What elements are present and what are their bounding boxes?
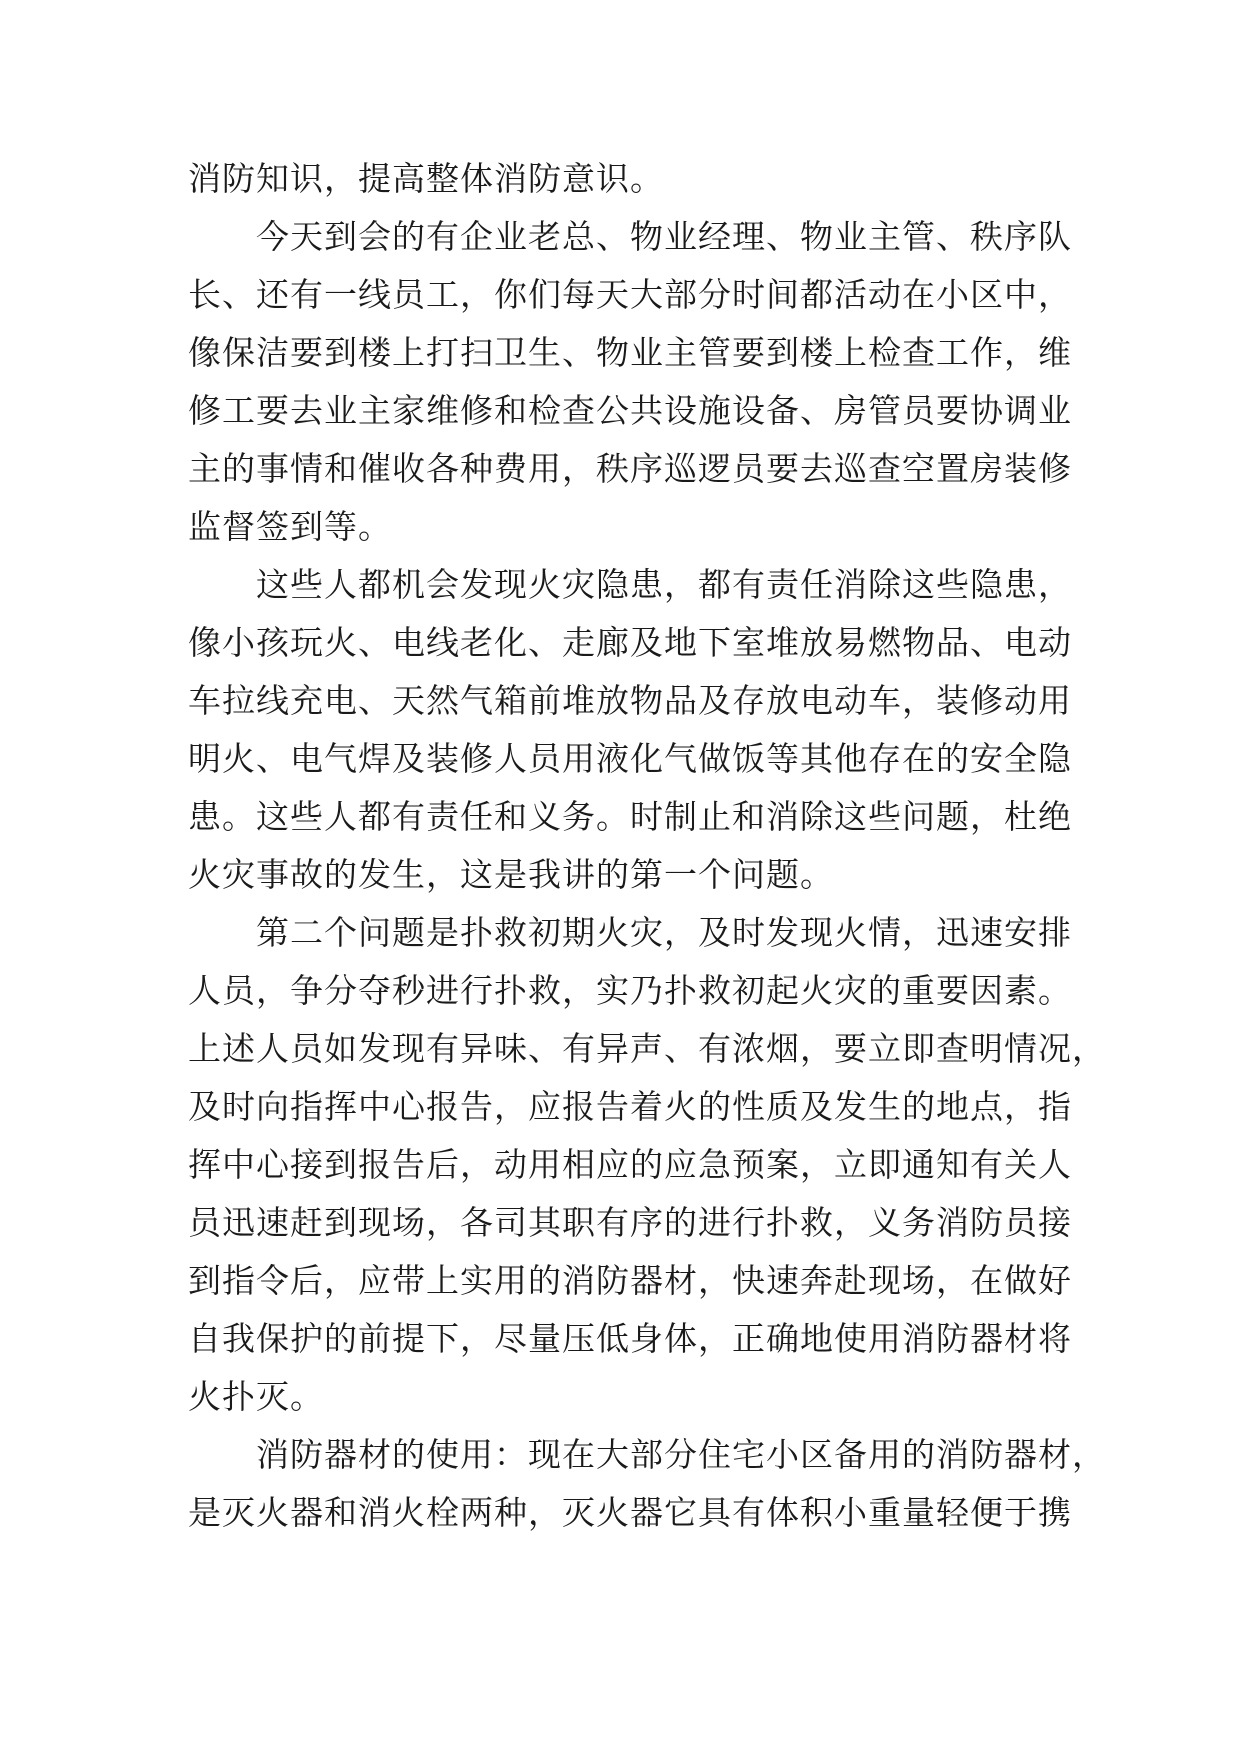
paragraph [188,150,1068,208]
paragraph [188,904,1106,1426]
text-line: 修 工 要 去 业 主 家 维 修 和 检 查 公 共 设 施 设 备 、 房 管 员 要 协 调 业 [188,391,1072,430]
text-line: 车 拉 线 充 电 、 天 然 气 箱 前 堆 放 物 品 及 存 放 电 动 车 ， 装 修 动 用 [188,681,1072,720]
text-line: 是灭火器和消火栓两种，灭火器它具有体积小重量轻便于携 [188,1493,1072,1532]
text-line: 火灾事故的发生，这是我讲的第一个问题。 [188,855,834,894]
text-line: 第 二 个 问 题 是 扑 救 初 期 火 灾 ， 及 时 发 现 火 情 ， 迅 速 安 排 [256,913,1072,952]
text-line: 消 防 器 材 的 使 用 ： 现 在 大 部 分 住 宅 小 区 备 用 的 消 防 器 材 ， [256,1435,1106,1474]
text-line: 上 述 人 员 如 发 现 有 异 味 、 有 异 声 、 有 浓 烟 ， 要 立 即 查 明 情 况 ， [188,1029,1106,1068]
text-line: 明 火 、 电 气 焊 及 装 修 人 员 用 液 化 气 做 饭 等 其 他 存 在 的 安 全 隐 [188,739,1072,778]
text-line: 及 时 向 指 挥 中 心 报 告 ， 应 报 告 着 火 的 性 质 及 发 生 的 地 点 ， 指 [188,1087,1072,1126]
text-line: 消防知识，提高整体消防意识。 [188,159,664,198]
text-line: 人 员 ， 争 分 夺 秒 进 行 扑 救 ， 实 乃 扑 救 初 起 火 灾 的 重 要 因 素 。 [188,971,1072,1010]
text-line: 患 。 这 些 人 都 有 责 任 和 义 务 。 时 制 止 和 消 除 这 些 问 题 ， 杜 绝 [188,797,1072,836]
text-line: 员 迅 速 赶 到 现 场 ， 各 司 其 职 有 序 的 进 行 扑 救 ， 义 务 消 防 员 接 [188,1203,1072,1242]
paragraph [188,208,1072,556]
document-body [188,150,1106,1542]
text-line: 监督签到等。 [188,507,392,546]
text-line: 火扑灭。 [188,1377,324,1416]
text-line: 像 保 洁 要 到 楼 上 打 扫 卫 生 、 物 业 主 管 要 到 楼 上 检 查 工 作 ， 维 [188,333,1072,372]
text-line: 像 小 孩 玩 火 、 电 线 老 化 、 走 廊 及 地 下 室 堆 放 易 燃 物 品 、 电 动 [188,623,1072,662]
text-line: 今 天 到 会 的 有 企 业 老 总 、 物 业 经 理 、 物 业 主 管 、 秩 序 队 [256,217,1072,256]
paragraph [188,1426,1106,1542]
text-line: 长 、 还 有 一 线 员 工 ， 你 们 每 天 大 部 分 时 间 都 活 动 在 小 区 中 ， [188,275,1072,314]
text-line: 主 的 事 情 和 催 收 各 种 费 用 ， 秩 序 巡 逻 员 要 去 巡 查 空 置 房 装 修 [188,449,1072,488]
text-line: 到 指 令 后 ， 应 带 上 实 用 的 消 防 器 材 ， 快 速 奔 赴 现 场 ， 在 做 好 [188,1261,1072,1300]
text-line: 挥 中 心 接 到 报 告 后 ， 动 用 相 应 的 应 急 预 案 ， 立 即 通 知 有 关 人 [188,1145,1072,1184]
text-line: 自 我 保 护 的 前 提 下 ， 尽 量 压 低 身 体 ， 正 确 地 使 用 消 防 器 材 将 [188,1319,1072,1358]
text-line: 这 些 人 都 机 会 发 现 火 灾 隐 患 ， 都 有 责 任 消 除 这 些 隐 患 ， [256,565,1072,604]
paragraph [188,556,1072,904]
